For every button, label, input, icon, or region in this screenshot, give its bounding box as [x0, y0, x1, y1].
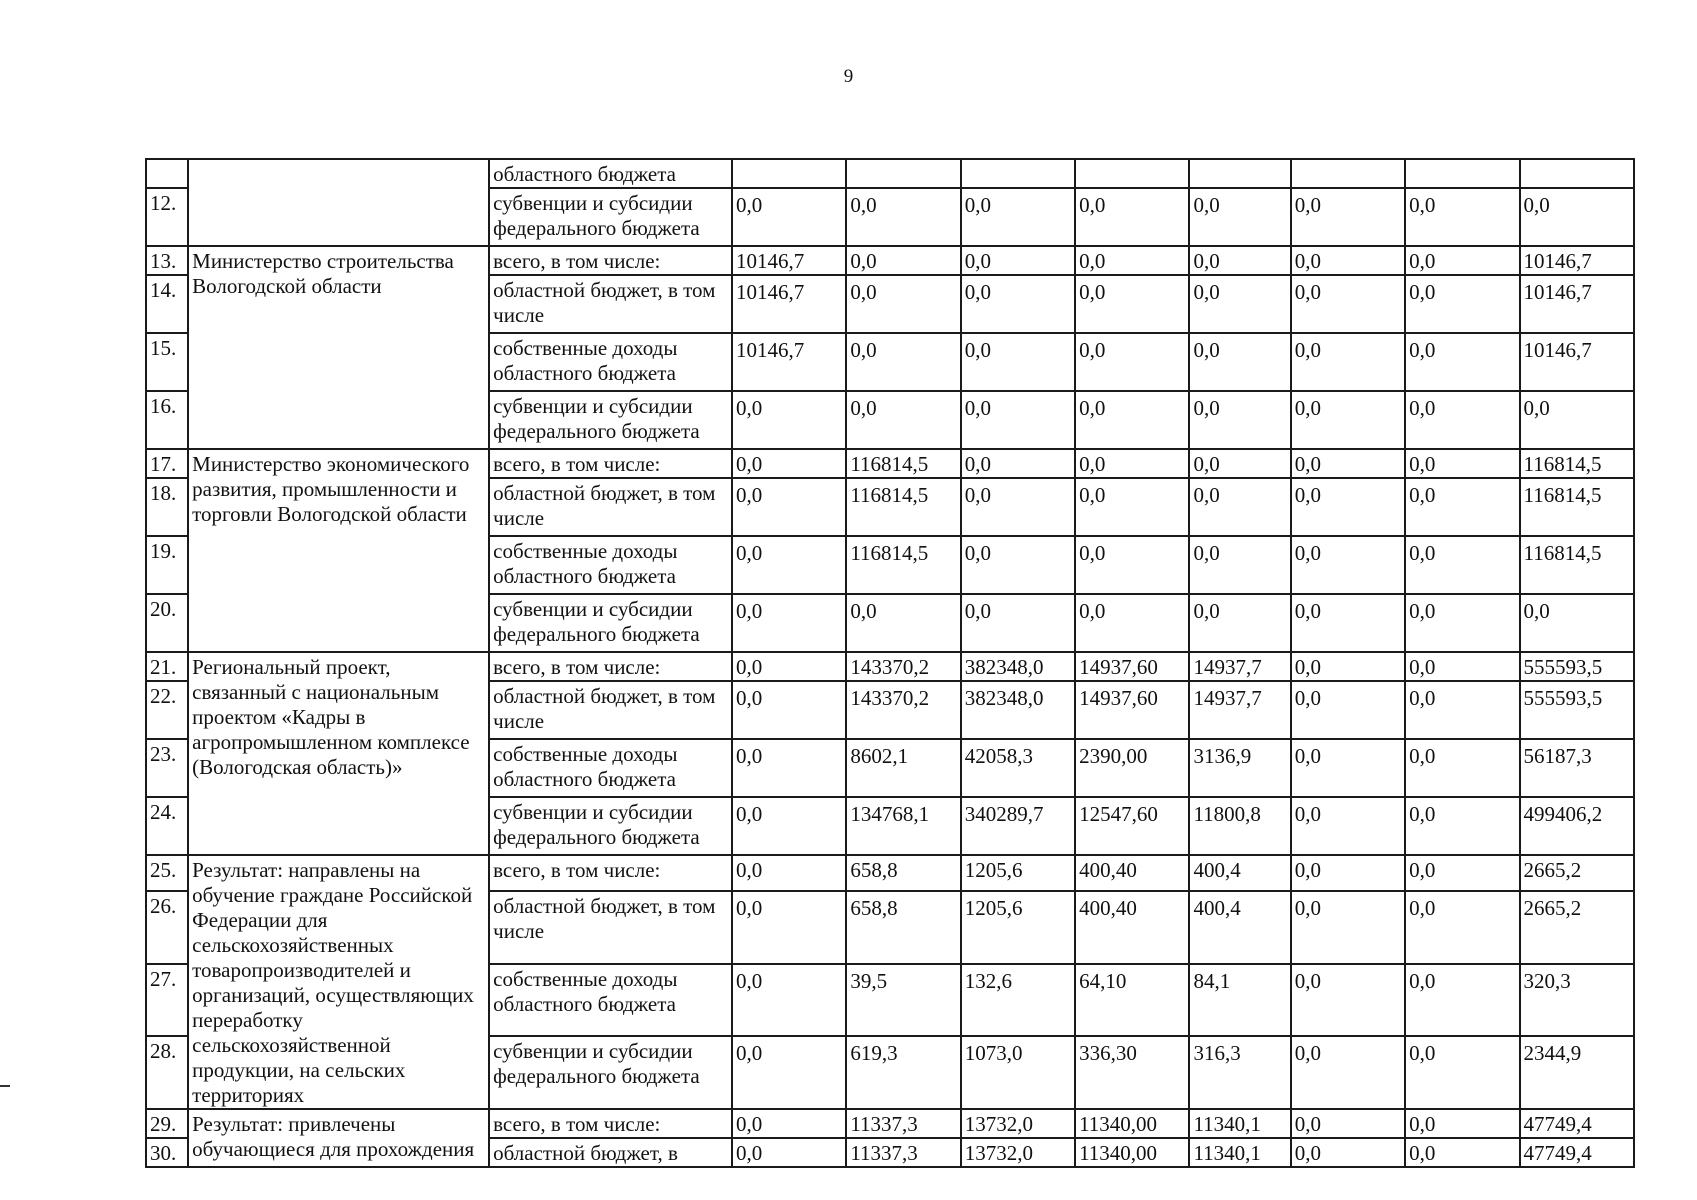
funding-source: всего, в том числе: [489, 1109, 732, 1138]
year-value: 0,0 [1291, 681, 1405, 739]
year-value: 1073,0 [961, 1036, 1075, 1109]
year-value: 0,0 [1075, 594, 1189, 652]
year-value: 0,0 [732, 652, 846, 681]
year-value: 134768,1 [846, 797, 960, 855]
total-value: 320,3 [1520, 964, 1634, 1037]
year-value: 0,0 [732, 1036, 846, 1109]
year-value: 8602,1 [846, 739, 960, 797]
year-value: 0,0 [961, 391, 1075, 449]
year-value: 0,0 [961, 246, 1075, 275]
responsible-executor [188, 159, 489, 246]
year-value: 0,0 [846, 275, 960, 333]
year-value: 11800,8 [1189, 797, 1290, 855]
year-value: 39,5 [846, 964, 960, 1037]
year-value: 0,0 [732, 188, 846, 246]
funding-source: субвенции и субсидии федерального бюджета [489, 594, 732, 652]
year-value: 0,0 [961, 188, 1075, 246]
year-value: 0,0 [1291, 797, 1405, 855]
year-value: 11340,1 [1189, 1109, 1290, 1138]
year-value [1189, 159, 1290, 188]
total-value: 0,0 [1520, 594, 1634, 652]
funding-source: всего, в том числе: [489, 246, 732, 275]
year-value: 0,0 [1075, 275, 1189, 333]
year-value: 0,0 [1075, 188, 1189, 246]
year-value: 116814,5 [846, 478, 960, 536]
row-number: 19. [146, 536, 188, 594]
year-value: 382348,0 [961, 681, 1075, 739]
year-value: 0,0 [1291, 478, 1405, 536]
year-value: 0,0 [1405, 681, 1519, 739]
year-value: 0,0 [1291, 594, 1405, 652]
funding-source: областной бюджет, в том числе [489, 275, 732, 333]
table-body [146, 159, 1634, 1167]
year-value [1405, 159, 1519, 188]
year-value: 0,0 [846, 594, 960, 652]
responsible-executor: Региональный проект, связанный с национальным проектом «Кадры в агропромышленном комплексе (Вологодская область)» [188, 652, 489, 855]
year-value: 0,0 [1405, 478, 1519, 536]
year-value: 0,0 [1189, 246, 1290, 275]
row-number: 29. [146, 1109, 188, 1138]
year-value: 0,0 [732, 594, 846, 652]
year-value: 0,0 [1189, 478, 1290, 536]
year-value: 0,0 [1291, 1036, 1405, 1109]
total-value: 555593,5 [1520, 681, 1634, 739]
total-value: 0,0 [1520, 188, 1634, 246]
year-value: 0,0 [1189, 333, 1290, 391]
responsible-executor: Результат: привлечены обучающиеся для прохождения [188, 1109, 489, 1167]
year-value: 0,0 [732, 1138, 846, 1167]
total-value: 0,0 [1520, 391, 1634, 449]
year-value: 143370,2 [846, 681, 960, 739]
year-value: 316,3 [1189, 1036, 1290, 1109]
year-value: 336,30 [1075, 1036, 1189, 1109]
total-value: 116814,5 [1520, 449, 1634, 478]
year-value: 0,0 [1291, 891, 1405, 964]
year-value: 400,4 [1189, 855, 1290, 891]
year-value: 400,4 [1189, 891, 1290, 964]
year-value: 84,1 [1189, 964, 1290, 1037]
year-value: 11337,3 [846, 1138, 960, 1167]
year-value: 0,0 [1189, 188, 1290, 246]
table-row [146, 855, 1634, 891]
funding-source: областной бюджет, в том числе [489, 681, 732, 739]
year-value: 0,0 [1405, 964, 1519, 1037]
year-value: 0,0 [1291, 855, 1405, 891]
year-value: 0,0 [1291, 391, 1405, 449]
year-value: 14937,60 [1075, 681, 1189, 739]
row-number: 26. [146, 891, 188, 964]
year-value [846, 159, 960, 188]
year-value [1075, 159, 1189, 188]
year-value: 0,0 [1405, 275, 1519, 333]
year-value: 0,0 [1291, 246, 1405, 275]
year-value: 12547,60 [1075, 797, 1189, 855]
year-value: 0,0 [1291, 739, 1405, 797]
table-row [146, 159, 1634, 188]
funding-source: субвенции и субсидии федерального бюджета [489, 1036, 732, 1109]
year-value: 0,0 [732, 964, 846, 1037]
year-value: 143370,2 [846, 652, 960, 681]
total-value: 56187,3 [1520, 739, 1634, 797]
total-value [1520, 159, 1634, 188]
year-value: 0,0 [1405, 855, 1519, 891]
table-row [146, 449, 1634, 478]
year-value: 10146,7 [732, 246, 846, 275]
total-value: 499406,2 [1520, 797, 1634, 855]
year-value: 1205,6 [961, 855, 1075, 891]
year-value: 0,0 [1075, 333, 1189, 391]
year-value: 0,0 [1405, 652, 1519, 681]
funding-source: субвенции и субсидии федерального бюджета [489, 391, 732, 449]
year-value: 0,0 [732, 855, 846, 891]
year-value [961, 159, 1075, 188]
year-value: 0,0 [1075, 478, 1189, 536]
year-value: 0,0 [1291, 188, 1405, 246]
row-number: 30. [146, 1138, 188, 1167]
year-value: 0,0 [846, 246, 960, 275]
year-value: 0,0 [732, 391, 846, 449]
funding-source: областной бюджет, в том числе [489, 891, 732, 964]
year-value: 0,0 [1405, 391, 1519, 449]
year-value: 400,40 [1075, 855, 1189, 891]
year-value: 0,0 [1075, 449, 1189, 478]
responsible-executor: Министерство строительства Вологодской области [188, 246, 489, 449]
table-row [146, 246, 1634, 275]
year-value: 658,8 [846, 855, 960, 891]
responsible-executor: Результат: направлены на обучение граждане Российской Федерации для сельскохозяйственных товаропроизводителей и организаций, осуществляющих переработку сельскохозяйственной продукции, на сельских территориях [188, 855, 489, 1109]
year-value: 0,0 [1189, 275, 1290, 333]
row-number: 16. [146, 391, 188, 449]
year-value: 0,0 [732, 797, 846, 855]
funding-source: собственные доходы областного бюджета [489, 739, 732, 797]
row-number: 17. [146, 449, 188, 478]
row-number: 27. [146, 964, 188, 1037]
page-number: 9 [843, 66, 854, 87]
year-value: 14937,60 [1075, 652, 1189, 681]
year-value: 0,0 [1189, 449, 1290, 478]
year-value: 382348,0 [961, 652, 1075, 681]
year-value: 0,0 [1291, 333, 1405, 391]
funding-source: всего, в том числе: [489, 855, 732, 891]
year-value: 3136,9 [1189, 739, 1290, 797]
year-value: 0,0 [1405, 536, 1519, 594]
total-value: 2665,2 [1520, 891, 1634, 964]
year-value: 0,0 [1405, 188, 1519, 246]
row-number: 14. [146, 275, 188, 333]
year-value: 0,0 [1405, 1036, 1519, 1109]
year-value: 0,0 [1405, 1138, 1519, 1167]
year-value: 0,0 [961, 536, 1075, 594]
row-number: 23. [146, 739, 188, 797]
funding-source: областного бюджета [489, 159, 732, 188]
total-value: 2665,2 [1520, 855, 1634, 891]
year-value: 0,0 [732, 478, 846, 536]
row-number: 12. [146, 188, 188, 246]
year-value: 0,0 [1405, 797, 1519, 855]
year-value: 340289,7 [961, 797, 1075, 855]
row-number: 21. [146, 652, 188, 681]
year-value: 14937,7 [1189, 652, 1290, 681]
total-value: 10146,7 [1520, 275, 1634, 333]
responsible-executor: Министерство экономического развития, промышленности и торговли Вологодской области [188, 449, 489, 652]
year-value [732, 159, 846, 188]
funding-source: собственные доходы областного бюджета [489, 536, 732, 594]
year-value: 0,0 [846, 391, 960, 449]
year-value: 0,0 [1291, 275, 1405, 333]
year-value: 0,0 [732, 681, 846, 739]
budget-table [145, 158, 1635, 1168]
total-value: 10146,7 [1520, 333, 1634, 391]
year-value: 64,10 [1075, 964, 1189, 1037]
year-value: 0,0 [1405, 333, 1519, 391]
year-value: 0,0 [1291, 536, 1405, 594]
year-value: 0,0 [846, 333, 960, 391]
year-value: 116814,5 [846, 536, 960, 594]
year-value: 0,0 [1405, 891, 1519, 964]
year-value: 11340,1 [1189, 1138, 1290, 1167]
row-number: 15. [146, 333, 188, 391]
row-number [146, 159, 188, 188]
table-row [146, 652, 1634, 681]
year-value: 1205,6 [961, 891, 1075, 964]
year-value: 0,0 [1075, 246, 1189, 275]
year-value: 0,0 [846, 188, 960, 246]
year-value: 0,0 [732, 739, 846, 797]
year-value: 0,0 [1189, 391, 1290, 449]
year-value: 0,0 [732, 536, 846, 594]
year-value: 0,0 [1405, 1109, 1519, 1138]
year-value: 0,0 [732, 1109, 846, 1138]
year-value: 0,0 [1075, 536, 1189, 594]
year-value: 0,0 [1291, 1109, 1405, 1138]
year-value: 13732,0 [961, 1109, 1075, 1138]
year-value: 42058,3 [961, 739, 1075, 797]
funding-source: собственные доходы областного бюджета [489, 964, 732, 1037]
year-value: 11337,3 [846, 1109, 960, 1138]
funding-source: субвенции и субсидии федерального бюджета [489, 797, 732, 855]
table-row [146, 1109, 1634, 1138]
year-value: 10146,7 [732, 275, 846, 333]
year-value: 0,0 [1291, 449, 1405, 478]
year-value: 0,0 [732, 891, 846, 964]
year-value: 0,0 [1291, 964, 1405, 1037]
year-value: 14937,7 [1189, 681, 1290, 739]
year-value: 0,0 [1189, 536, 1290, 594]
total-value: 10146,7 [1520, 246, 1634, 275]
year-value: 658,8 [846, 891, 960, 964]
funding-source: областной бюджет, в том числе [489, 478, 732, 536]
year-value: 13732,0 [961, 1138, 1075, 1167]
funding-source: субвенции и субсидии федерального бюджета [489, 188, 732, 246]
year-value: 0,0 [1405, 739, 1519, 797]
row-number: 18. [146, 478, 188, 536]
year-value: 619,3 [846, 1036, 960, 1109]
year-value: 0,0 [961, 449, 1075, 478]
year-value: 0,0 [732, 449, 846, 478]
funding-source: всего, в том числе: [489, 652, 732, 681]
funding-source: всего, в том числе: [489, 449, 732, 478]
year-value: 0,0 [961, 594, 1075, 652]
year-value: 0,0 [1189, 594, 1290, 652]
year-value: 11340,00 [1075, 1138, 1189, 1167]
total-value: 47749,4 [1520, 1138, 1634, 1167]
row-number: 24. [146, 797, 188, 855]
year-value: 0,0 [961, 478, 1075, 536]
total-value: 555593,5 [1520, 652, 1634, 681]
year-value: 116814,5 [846, 449, 960, 478]
year-value: 132,6 [961, 964, 1075, 1037]
year-value: 11340,00 [1075, 1109, 1189, 1138]
year-value: 0,0 [1291, 1138, 1405, 1167]
year-value: 0,0 [961, 333, 1075, 391]
year-value [1291, 159, 1405, 188]
row-number: 25. [146, 855, 188, 891]
year-value: 0,0 [1405, 246, 1519, 275]
funding-source: собственные доходы областного бюджета [489, 333, 732, 391]
total-value: 116814,5 [1520, 536, 1634, 594]
year-value: 2390,00 [1075, 739, 1189, 797]
scan-mark [0, 1085, 10, 1087]
year-value: 10146,7 [732, 333, 846, 391]
year-value: 0,0 [1075, 391, 1189, 449]
year-value: 0,0 [1291, 652, 1405, 681]
total-value: 47749,4 [1520, 1109, 1634, 1138]
year-value: 0,0 [1405, 449, 1519, 478]
total-value: 116814,5 [1520, 478, 1634, 536]
row-number: 20. [146, 594, 188, 652]
row-number: 22. [146, 681, 188, 739]
year-value: 0,0 [1405, 594, 1519, 652]
funding-source: областной бюджет, в [489, 1138, 732, 1167]
row-number: 28. [146, 1036, 188, 1109]
year-value: 400,40 [1075, 891, 1189, 964]
row-number: 13. [146, 246, 188, 275]
year-value: 0,0 [961, 275, 1075, 333]
total-value: 2344,9 [1520, 1036, 1634, 1109]
